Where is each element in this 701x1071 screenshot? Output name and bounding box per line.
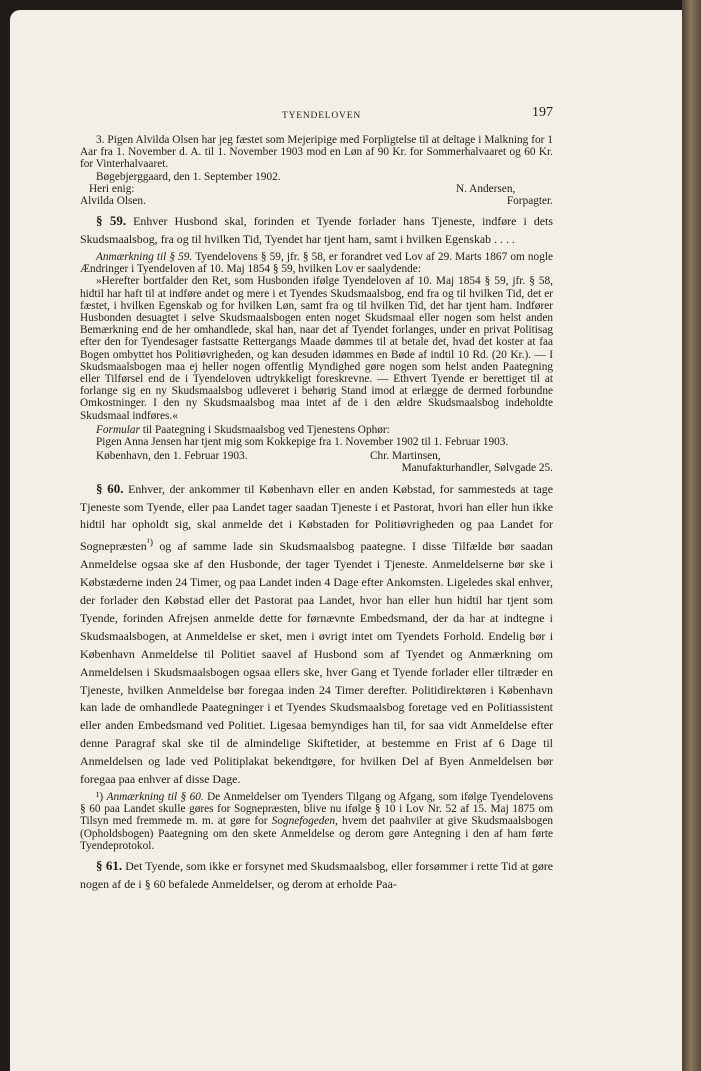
running-header [90, 105, 553, 125]
section-61 [80, 857, 553, 894]
section-59-symbol: § 59. [96, 213, 127, 229]
contract-agree-row [80, 183, 553, 195]
formular-signer-title: Manufakturhandler, Sølvgade 25. [401, 462, 553, 475]
signer-left-name: Alvilda Olsen. [80, 195, 146, 207]
footnote-mark: ¹) [96, 791, 104, 803]
section-61-symbol: § 61. [96, 858, 123, 874]
section-60-footnote-ref: ¹) [146, 537, 153, 549]
footnote-italic: Sognefogeden, [271, 815, 338, 828]
section-60-text-a: Enhver, der ankommer til København eller en anden Købstad, for sammesteds at tage Tjeneste som Tyende, eller paa Landet tager saadan Tjeneste i et Pastorat, hvori han eller hun ikke hidtil har opholdt sig, skal anmelde det i Købstaden for Politiøvrigheden og paa Landet for Sognepræsten [80, 481, 554, 554]
formular-place-date: København, den 1. Februar 1903. [96, 450, 248, 463]
running-title: TYENDELOVEN [282, 111, 361, 121]
section-59-note-label: Anmærkning til § 59. [96, 251, 193, 263]
book-binding-edge [682, 0, 701, 1071]
section-59 [80, 212, 553, 249]
section-59-text: Enhver Husbond skal, forinden et Tyende forlader hans Tjeneste, indføre i dets Skudsmaalsbog, fra og til hvilken Tid, Tyendet har tjent ham, samt i hvilken Egenskab . . . . [80, 214, 553, 247]
section-59-note [80, 251, 553, 275]
formular-heading [80, 424, 553, 436]
formular-heading-rest: til Paategning i Skudsmaalsbog ved Tjenestens Ophør: [139, 423, 390, 436]
section-59-quote: »Herefter bortfalder den Ret, som Husbonden ifølge Tyendeloven af 10. Maj 1854 § 59, jfr. § 58, hidtil har haft til at indføre andet og mere i et Tyendes Skudsmaalsbog, end fra og til hvilken Tid, det er fæstet, i hvilken Egenskab og for hvilken Løn, samt fra og til hvilken Tid, det har tjent ham. Indfører Husbonden desuagtet i selve Skudsmaalsbogen enten noget Skudsmaal eller nogen som helst anden Bemærkning end de her omhandlede, skal han, naar det af Tyendet forlanges, under en privat Politisag efter den for Tyendesager fastsatte Rettergangs Maade dømmes til at betale det, hvad det koster at faa Bogen ombyttet hos Politiøvrigheden, og kan desuden idømmes en Bøde af indtil 10 Rd. (20 Kr.). — I Skudsmaalsbogen maa ej heller nogen offentlig Myndighed gøre nogen som helst anden Paategning eller Tilførsel end de i Tyendeloven udtrykkeligt foreskrevne. — Ethvert Tyende er berettiget til at forlange sig en ny Skudsmaalsbog udleveret i behørig Stand imod at erlægge de dermed forbundne Omkostninger. I den ny Skudsmaalsbog maa intet af de i den ældre Skudsmaalsbog indeholdte Skudsmaal indføres.« [80, 275, 553, 422]
signer-right-title: Forpagter. [506, 195, 553, 207]
section-60-footnote [80, 791, 553, 852]
formular-label: Formular [96, 423, 140, 436]
contract-place-date: Bøgebjerggaard, den 1. September 1902. [96, 170, 281, 183]
formular-sign-row [80, 450, 553, 462]
footnote-text-a: De Anmeldelser om Tyenders Tilgang og Afgang, som ifølge Tyendelovens § 60 paa Landet skulle gøres for Sognepræsten, blive nu ifølge § 10 i Lov Nr. 52 af 15. Maj 1875 om Tilsyn med fremmede m. m. at gøre for [80, 791, 553, 828]
contract-signer-row [80, 195, 553, 207]
contract-text: 3. Pigen Alvilda Olsen har jeg fæstet som Mejeripige med Forpligtelse til at deltage i Malkning for 1 Aar fra 1. November d. A. til 1. November 1903 mod en Løn af 90 Kr. for Sommerhalvaaret og 60 Kr. for Vinterhalvaaret. [80, 134, 553, 171]
page-body [80, 134, 553, 894]
section-61-text: Det Tyende, som ikke er forsynet med Skudsmaalsbog, eller forsømmer i rette Tid at gøre nogen af de i § 60 befalede Anmeldelser, og derom at erholde Paa- [80, 859, 554, 891]
formular-text: Pigen Anna Jensen har tjent mig som Kokkepige fra 1. November 1902 til 1. Februar 1903. [96, 436, 509, 449]
footnote-text-b: hvem det paahviler at give Skudsmaalsbogen (Opholdsbogen) Paategning om den skete Anmeldelse og derom gøre Antegning i den af ham førte Tyendeprotokol. [80, 815, 553, 852]
signer-right-name: N. Andersen, [456, 182, 516, 195]
section-60 [80, 480, 553, 789]
formular-title-row [80, 462, 553, 474]
agree-label: Heri enig: [89, 182, 135, 195]
section-60-symbol: § 60. [96, 480, 124, 496]
section-59-note-text: Tyendelovens § 59, jfr. § 58, er forandret ved Lov af 29. Marts 1867 om nogle Ændringer i Tyendeloven af 10. Maj 1854 § 59, hvilken Lov er saalydende: [80, 251, 553, 276]
page-number: 197 [532, 105, 553, 120]
formular-signer-name: Chr. Martinsen, [370, 450, 441, 463]
footnote-label: Anmærkning til § 60. [106, 791, 204, 803]
section-60-text-b: og af samme lade sin Skudsmaalsbog paategne. I disse Tilfælde bør saadan Anmeldelse ogsaa ske af den Husbonde, der tager Tyendet i Tjeneste. Anmeldelserne bør ske i Købstæderne inden 24 Timer, og paa Landet inden 4 Dage efter Ankomsten. Ligeledes skal enhver, der forlader den Købstad eller det Pastorat paa Landet, hvor han eller hun hidtil har tjent som Tyende, forinden Afrejsen anmelde dette for førnævnte Embedsmand, der da har at indtegne i Skudsmaalsbogen, at Anmeldelse er sket, men i øvrigt intet om Tyendets Forhold. Endelig bør i København Anmeldelse til Politiet saavel af Husbond som af Tyendet og Anmærkning om Anmeldelsen i Skudsmaalsbogen ogsaa ellers ske, hver Gang et Tyende forlader eller tiltræder en Tjeneste, hvilken Anmeldelse bør foregaa inden 24 Timer derefter. Politidirektøren i København kan lade de omhandlede Paategninger i et Tyendes Skudsmaalsbog foretage ved en Politiassistent eller anden Embedsmand ved Politiet. Ligesaa bemyndiges han til, for saa vidt Anmeldelse efter denne Paragraf skal ske til de almindelige Skiftetider, at bestemme en Frist af 6 Dage til Anmeldelsen og lade ved Politiplakat bekendtgøre, for hvilken Del af Byen Anmeldelsen bør foregaa paa enhver af disse Dage. [80, 539, 553, 787]
